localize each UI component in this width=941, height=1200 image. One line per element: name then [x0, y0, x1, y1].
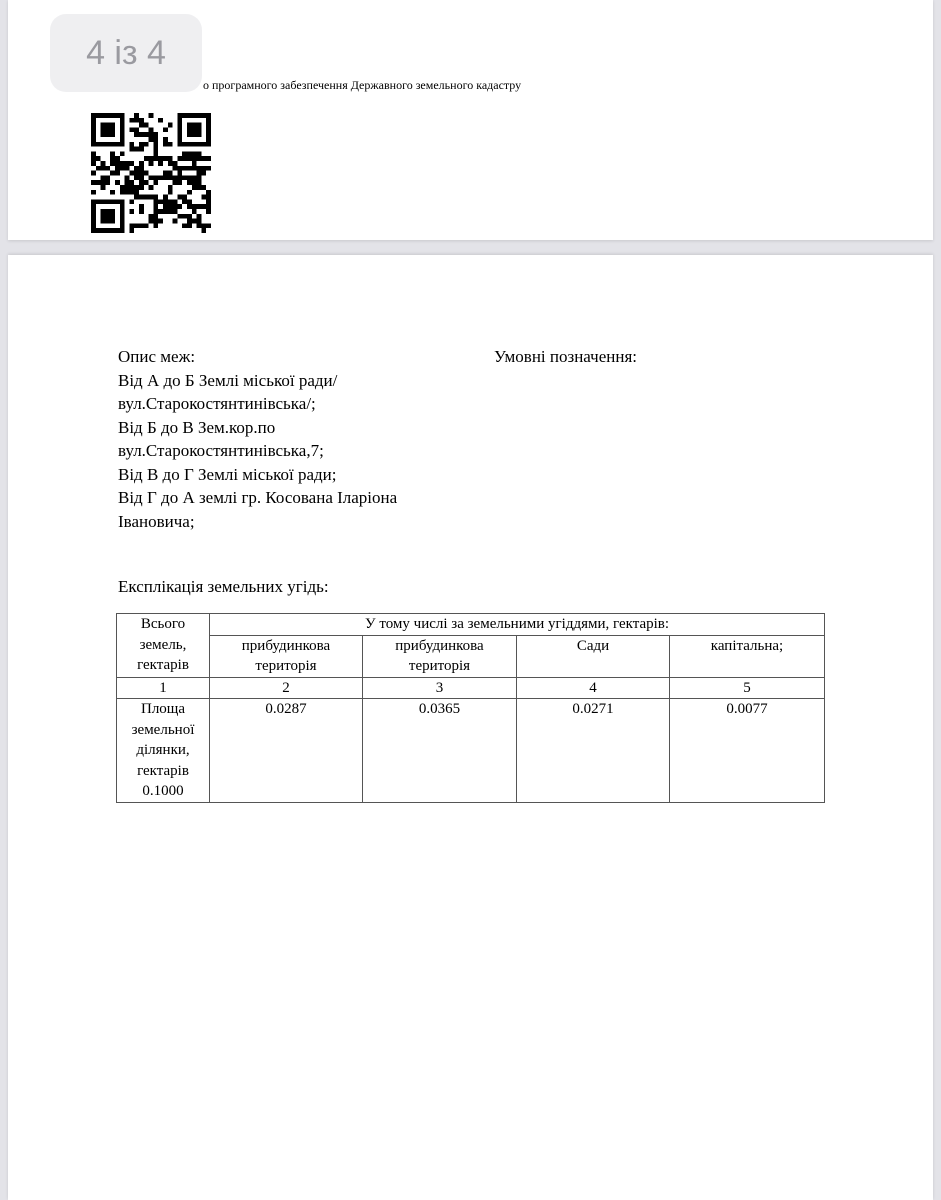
boundaries-title: Опис меж: — [118, 347, 196, 366]
column-number: 5 — [670, 677, 825, 699]
column-header: Сади — [517, 635, 670, 677]
column-number: 4 — [517, 677, 670, 699]
column-number: 2 — [210, 677, 363, 699]
column-header: прибудинкова територія — [210, 635, 363, 677]
boundary-line: Від А до Б Землі міської ради/ — [118, 370, 338, 390]
table-cell-value: 0.0365 — [363, 699, 517, 803]
explication-table — [116, 613, 825, 803]
row-label: Площа земельної ділянки, гектарів 0.1000 — [117, 699, 210, 803]
column-header: прибудинкова територія — [363, 635, 517, 677]
boundary-line: Івановича; — [118, 511, 195, 531]
boundary-line: Від Г до А землі гр. Косована Іларіона — [118, 488, 398, 507]
header-group: У тому числі за земельними угіддями, гектарів: — [210, 614, 825, 636]
boundaries-description — [118, 345, 458, 533]
qr-code-icon — [91, 113, 211, 233]
header-total: Всього земель, гектарів — [117, 614, 210, 678]
boundary-line: Від В до Г Землі міської ради; — [118, 464, 337, 484]
table-cell-value: 0.0271 — [517, 699, 670, 803]
document-page — [8, 255, 933, 1200]
table-cell-value: 0.0077 — [670, 699, 825, 803]
column-number: 1 — [117, 677, 210, 699]
column-number: 3 — [363, 677, 517, 699]
column-header: капітальна; — [670, 635, 825, 677]
boundary-line: Від Б до В Зем.кор.по — [118, 417, 276, 437]
footer-text: o програмного забезпечення Державного земельного кадастру — [203, 78, 522, 92]
legend-title: Умовні позначення: — [494, 347, 638, 366]
boundary-line: вул.Старокостянтинівська,7; — [118, 441, 324, 460]
page-indicator: 4 із 4 — [50, 14, 202, 92]
explication-title: Експлікація земельних угідь: — [118, 577, 329, 596]
table-cell-value: 0.0287 — [210, 699, 363, 803]
boundary-line: вул.Старокостянтинівська/; — [118, 394, 316, 413]
